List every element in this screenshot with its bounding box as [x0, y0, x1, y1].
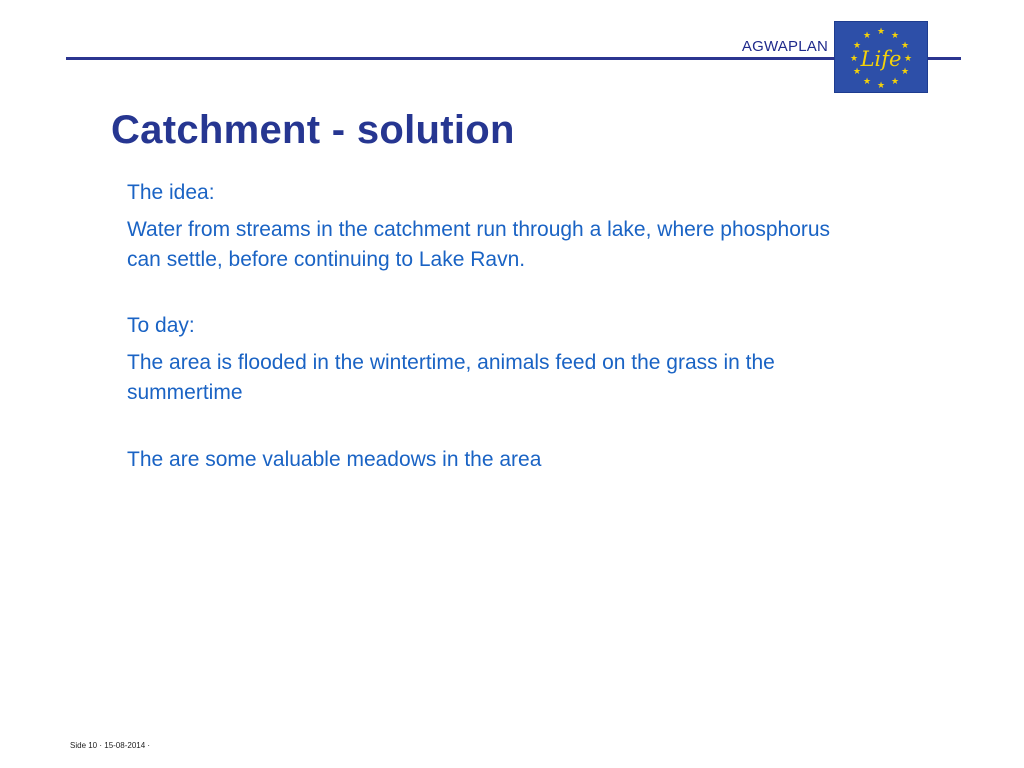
svg-text:★: ★: [876, 27, 886, 37]
brand-name: AGWAPLAN: [741, 38, 828, 55]
slide-body: [127, 178, 867, 475]
block-heading-idea: The idea:: [127, 181, 215, 204]
logo-life-text: Life: [860, 47, 902, 71]
slide-footer: Side 10 · 15-08-2014 ·: [70, 741, 151, 750]
block-heading-today: To day:: [127, 314, 195, 337]
block-text-today: The area is flooded in the wintertime, animals feed on the grass in the summertime: [127, 351, 775, 404]
svg-text:★: ★: [876, 81, 886, 91]
svg-text:★: ★: [852, 41, 862, 51]
svg-text:★: ★: [890, 31, 900, 41]
block-text-idea: Water from streams in the catchment run through a lake, where phosphorus can settle, before continuing to Lake Ravn.: [127, 218, 831, 271]
header-rule: [66, 57, 961, 60]
svg-text:★: ★: [862, 77, 872, 87]
svg-text:★: ★: [900, 67, 910, 77]
eu-life-logo-icon: [834, 21, 928, 93]
svg-text:★: ★: [900, 41, 910, 51]
slide-title: Catchment - solution: [111, 108, 515, 152]
block-text-meadows: The are some valuable meadows in the area: [127, 448, 542, 471]
svg-text:★: ★: [852, 67, 862, 77]
svg-text:★: ★: [849, 54, 859, 64]
svg-text:★: ★: [903, 54, 913, 64]
svg-text:★: ★: [862, 31, 872, 41]
svg-text:★: ★: [890, 77, 900, 87]
